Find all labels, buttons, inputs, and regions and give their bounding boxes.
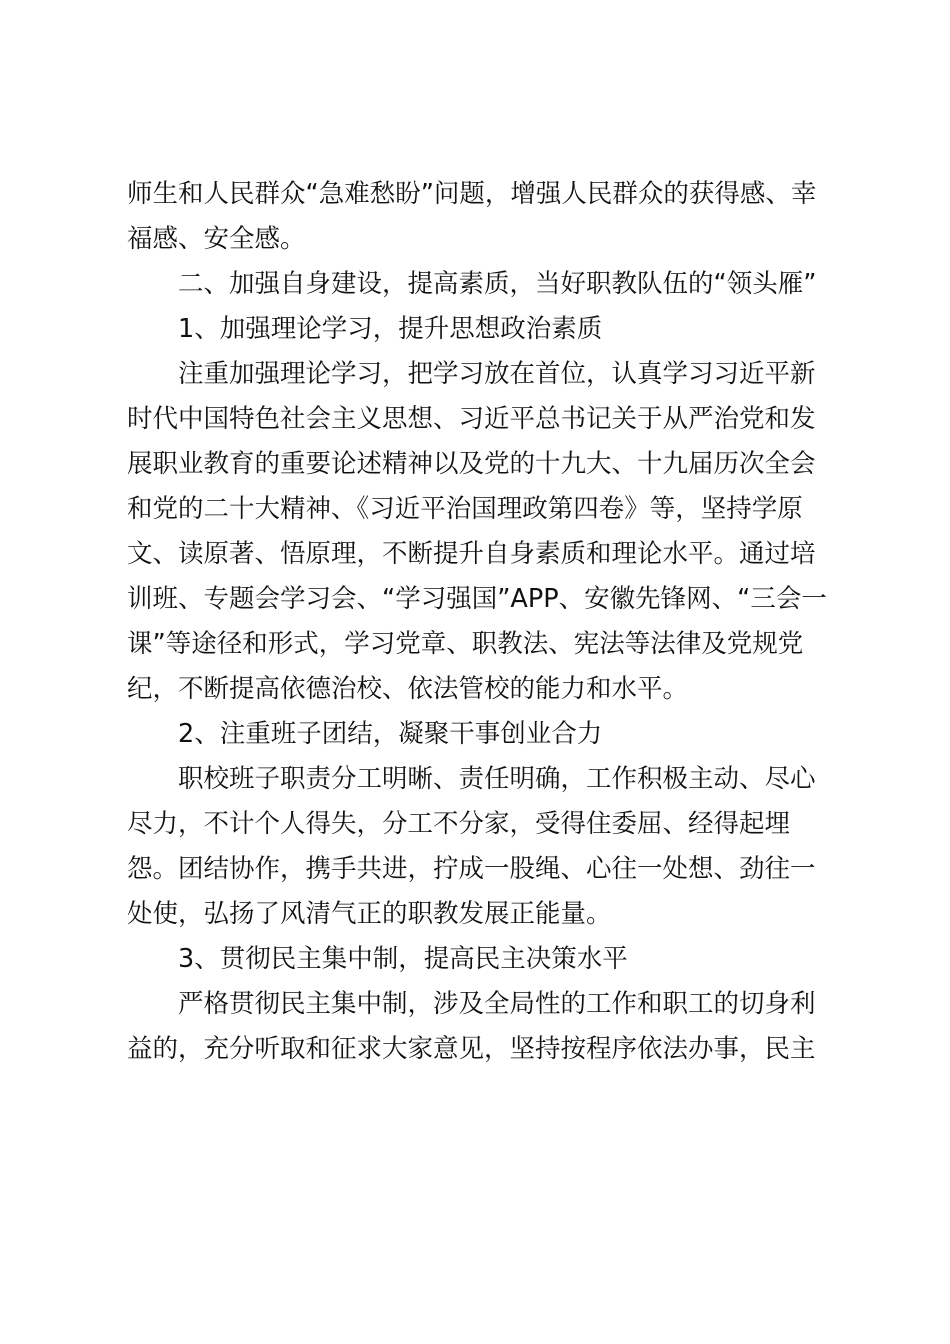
paragraph-team-unity: 职校班子职责分工明晰、责任明确，工作积极主动、尽心尽力，不计个人得失，分工不分家，受得住委屈、经得起埋怨。团结协作，携手共进，拧成一股绳、心往一处想、劲往一处使，弘扬了风清气正的职教发展正能量。 bbox=[127, 764, 816, 929]
subheading-3: 3、贯彻民主集中制，提高民主决策水平 bbox=[178, 944, 628, 974]
document-body bbox=[127, 172, 837, 1072]
paragraph-continuation: 师生和人民群众“急难愁盼”问题，增强人民群众的获得感、幸福感、安全感。 bbox=[127, 179, 817, 254]
paragraph-theory-study: 注重加强理论学习，把学习放在首位，认真学习习近平新时代中国特色社会主义思想、习近平总书记关于从严治党和发展职业教育的重要论述精神以及党的十九大、十九届历次全会和党的二十大精神、《习近平治国理政第四卷》等，坚持学原文、读原著、悟原理，不断提升自身素质和理论水平。通过培训班、专题会学习会、“学习强国”APP、安徽先锋网、“三会一课”等途径和形式，学习党章、职教法、宪法等法律及党规党纪，不断提高依德治校、依法管校的能力和水平。 bbox=[127, 359, 827, 704]
paragraph-democratic-centralism: 严格贯彻民主集中制，涉及全局性的工作和职工的切身利益的，充分听取和征求大家意见，坚持按程序依法办事，民主 bbox=[127, 989, 816, 1064]
subheading-2: 2、注重班子团结，凝聚干事创业合力 bbox=[178, 719, 603, 749]
section-heading-2: 二、加强自身建设，提高素质，当好职教队伍的“领头雁” bbox=[178, 269, 817, 299]
subheading-1: 1、加强理论学习，提升思想政治素质 bbox=[178, 314, 603, 344]
